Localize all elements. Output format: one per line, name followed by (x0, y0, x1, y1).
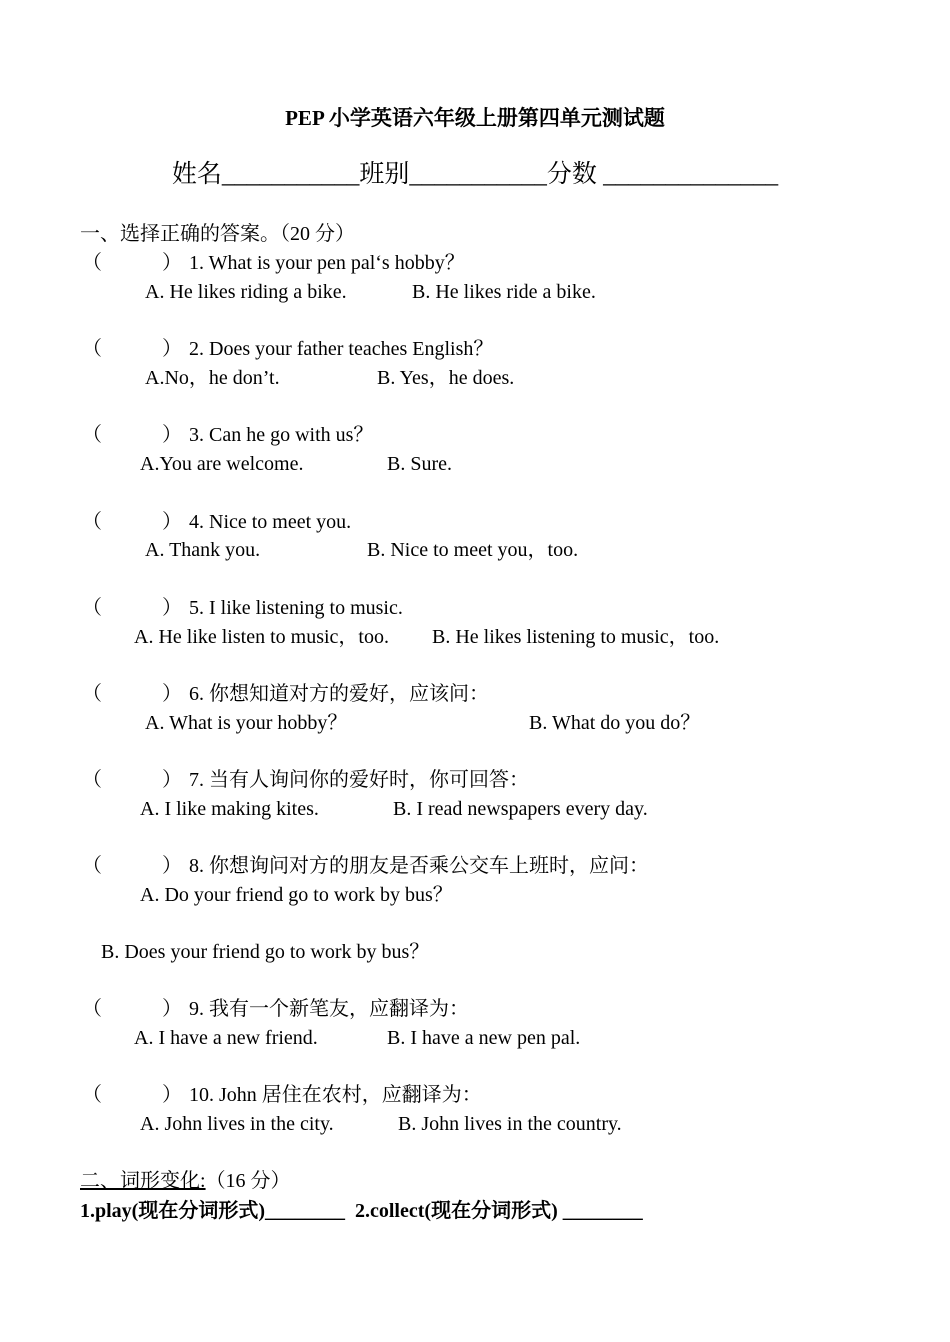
q5-answer-bracket: （ ） (82, 597, 182, 619)
section2-heading (80, 1171, 291, 1191)
section2-heading-points: （16 分） (205, 1170, 291, 1192)
q4-option-b: B. Nice to meet you，too. (367, 539, 579, 561)
q10-question: 10. John 居住在农村，应翻译为： (189, 1084, 482, 1106)
q4-answer-bracket: （ ） (82, 511, 182, 533)
q8-answer-bracket: （ ） (82, 855, 182, 877)
q9-option-b: B. I have a new pen pal. (387, 1027, 581, 1049)
q2-option-b: B. Yes，he does. (377, 367, 515, 389)
q8-option-b: B. Does your friend go to work by bus？ (101, 941, 430, 963)
q1-option-b: B. He likes ride a bike. (412, 281, 596, 303)
q10-answer-bracket: （ ） (82, 1084, 182, 1106)
q7-option-b: B. I read newspapers every day. (393, 798, 648, 820)
q1-answer-bracket: （ ） (82, 252, 182, 274)
q6-option-b: B. What do you do？ (529, 712, 701, 734)
q1-question: 1. What is your pen pal‘s hobby？ (189, 252, 465, 274)
q3-answer-bracket: （ ） (82, 424, 182, 446)
q5-option-a: A. He like listen to music，too. (134, 626, 389, 648)
section2-line1: 1.play(现在分词形式)________ 2.collect(现在分词形式) ________ (80, 1200, 643, 1222)
q7-option-a: A. I like making kites. (140, 798, 319, 820)
q6-question: 6. 你想知道对方的爱好，应该问： (189, 683, 489, 705)
page-title: PEP 小学英语六年级上册第四单元测试题 (285, 106, 665, 130)
q2-answer-bracket: （ ） (82, 338, 182, 360)
q2-question: 2. Does your father teaches English？ (189, 338, 494, 360)
section1-heading: 一、选择正确的答案。（20 分） (80, 223, 355, 245)
q5-question: 5. I like listening to music. (189, 597, 403, 619)
q9-option-a: A. I have a new friend. (134, 1027, 318, 1049)
q6-answer-bracket: （ ） (82, 683, 182, 705)
q8-option-a: A. Do your friend go to work by bus？ (140, 884, 453, 906)
q2-option-a: A.No，he don’t. (145, 367, 280, 389)
student-info-line: 姓名___________班别___________分数 ______________ (171, 161, 779, 188)
section2-heading-underlined: 二、词形变化: (80, 1170, 206, 1192)
q1-option-a: A. He likes riding a bike. (145, 281, 347, 303)
q10-option-a: A. John lives in the city. (140, 1113, 334, 1135)
q7-question: 7. 当有人询问你的爱好时，你可回答： (189, 769, 529, 791)
q9-answer-bracket: （ ） (82, 998, 182, 1020)
q6-option-a: A. What is your hobby？ (145, 712, 348, 734)
q10-option-b: B. John lives in the country. (398, 1113, 622, 1135)
q5-option-b: B. He likes listening to music，too. (432, 626, 720, 648)
q4-question: 4. Nice to meet you. (189, 511, 352, 533)
q8-question: 8. 你想询问对方的朋友是否乘公交车上班时，应问： (189, 855, 649, 877)
q7-answer-bracket: （ ） (82, 769, 182, 791)
q4-option-a: A. Thank you. (145, 539, 261, 561)
q3-option-b: B. Sure. (387, 453, 452, 475)
q3-option-a: A.You are welcome. (140, 453, 304, 475)
q9-question: 9. 我有一个新笔友，应翻译为： (189, 998, 469, 1020)
q3-question: 3. Can he go with us？ (189, 424, 374, 446)
